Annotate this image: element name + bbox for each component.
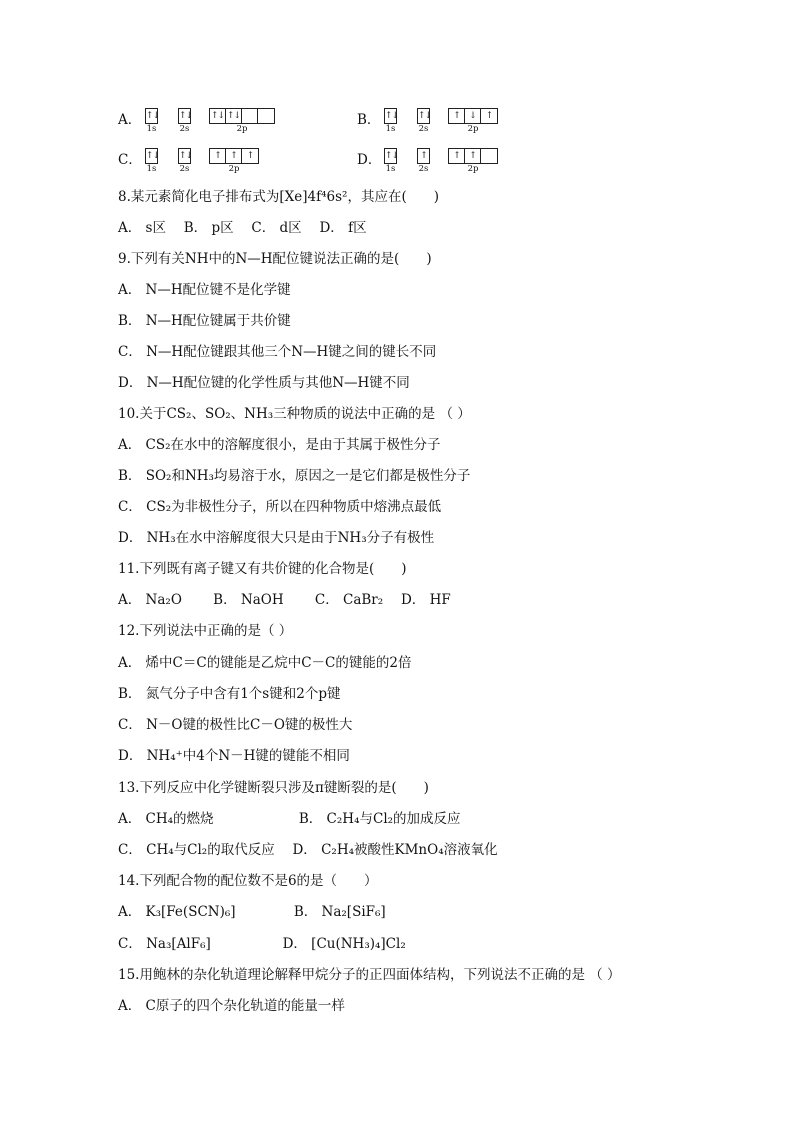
orbital-1s bbox=[145, 148, 160, 174]
orbital-box: ↑↓ bbox=[385, 151, 399, 161]
orbital-name-label: 2s bbox=[179, 124, 190, 134]
orbital-name-label: 1s bbox=[385, 124, 396, 134]
orbital-1s bbox=[145, 108, 160, 134]
q8-stem: 8.某元素简化电子排布式为[Xe]4f⁴6s²，其应在( ) bbox=[118, 189, 439, 205]
orbital-box: ↑ bbox=[485, 111, 493, 121]
q9-option-a: A． N—H配位键不是化学键 bbox=[118, 282, 291, 298]
orbital-box: ↑ bbox=[420, 151, 427, 161]
q12-option-d: D． NH₄⁺中4个N－H键的键能不相同 bbox=[118, 748, 350, 764]
q10-option-d: D． NH₃在水中溶解度很大只是由于NH₃分子有极性 bbox=[118, 530, 435, 546]
q9-option-d: D． N—H配位键的化学性质与其他N—H键不同 bbox=[118, 375, 410, 391]
q13-stem: 13.下列反应中化学键断裂只涉及π键断裂的是( ) bbox=[118, 780, 429, 796]
q14-options-ab: A． K₃[Fe(SCN)₆] B． Na₂[SiF₆] bbox=[118, 904, 386, 920]
orbital-1s bbox=[384, 148, 399, 174]
q9-option-c: C． N—H配位键跟其他三个N—H键之间的键长不同 bbox=[118, 344, 437, 360]
q15-stem: 15.用鲍林的杂化轨道理论解释甲烷分子的正四面体结构，下列说法不正确的是 （ ） bbox=[118, 967, 621, 983]
orbital-name-label: 2s bbox=[418, 164, 429, 174]
q14-stem: 14.下列配合物的配位数不是6的是（ ） bbox=[118, 873, 378, 889]
q13-options-ab: A． CH₄的燃烧 B． C₂H₄与Cl₂的加成反应 bbox=[118, 811, 461, 827]
orbital-option-label: C． bbox=[118, 152, 142, 168]
orbital-box: ↑↓ bbox=[146, 151, 160, 161]
orbital-box: ↑↓ bbox=[179, 111, 193, 121]
orbital-box: ↑↓ bbox=[210, 111, 225, 121]
q11-options: A． Na₂O B． NaOH C． CaBr₂ D． HF bbox=[118, 592, 451, 608]
orbital-2p bbox=[448, 108, 498, 134]
orbital-box: ↑↓ bbox=[146, 111, 160, 121]
q9-stem: 9.下列有关NH中的N—H配位键说法正确的是( ) bbox=[118, 251, 432, 267]
orbital-2s bbox=[417, 148, 430, 174]
orbital-box bbox=[242, 109, 258, 123]
q12-stem: 12.下列说法中正确的是（ ） bbox=[118, 623, 293, 639]
orbital-option-label: D． bbox=[357, 152, 382, 168]
orbital-box: ↑↓ bbox=[226, 111, 241, 121]
orbital-box: ↑ bbox=[465, 149, 481, 163]
orbital-option-b bbox=[357, 108, 547, 138]
q10-option-b: B． SO₂和NH₃均易溶于水，原因之一是它们都是极性分子 bbox=[118, 468, 471, 484]
orbital-option-a bbox=[118, 108, 308, 138]
orbital-box: ↑↓ bbox=[418, 111, 432, 121]
q13-options-cd: C． CH₄与Cl₂的取代反应 D． C₂H₄被酸性KMnO₄溶液氧化 bbox=[118, 842, 498, 858]
orbital-name-label: 2p bbox=[467, 124, 479, 134]
q12-option-a: A． 烯中C＝C的键能是乙烷中C－C的键能的2倍 bbox=[118, 655, 412, 671]
orbital-box: ↑ bbox=[449, 109, 465, 123]
orbital-2p bbox=[209, 148, 259, 174]
orbital-name-label: 2p bbox=[236, 124, 248, 134]
q10-option-a: A． CS₂在水中的溶解度很小，是由于其属于极性分子 bbox=[118, 437, 441, 453]
orbital-2s bbox=[417, 108, 432, 134]
orbital-option-c bbox=[118, 148, 308, 178]
orbital-option-d bbox=[357, 148, 547, 178]
orbital-box: ↑↓ bbox=[385, 111, 399, 121]
q14-options-cd: C． Na₃[AlF₆] D． [Cu(NH₃)₄]Cl₂ bbox=[118, 936, 406, 952]
orbital-name-label: 2s bbox=[179, 164, 190, 174]
orbital-box: ↑ bbox=[246, 151, 254, 161]
orbital-2p bbox=[209, 108, 275, 134]
orbital-box bbox=[481, 149, 497, 163]
orbital-name-label: 1s bbox=[146, 164, 157, 174]
orbital-name-label: 1s bbox=[385, 164, 396, 174]
orbital-box: ↑ bbox=[210, 149, 226, 163]
orbital-name-label: 2p bbox=[228, 164, 240, 174]
orbital-name-label: 1s bbox=[146, 124, 157, 134]
q15-option-a: A． C原子的四个杂化轨道的能量一样 bbox=[118, 998, 345, 1014]
q10-stem: 10.关于CS₂、SO₂、NH₃三种物质的说法中正确的是 （ ） bbox=[118, 406, 471, 422]
orbital-name-label: 2s bbox=[418, 124, 429, 134]
orbital-box bbox=[258, 109, 274, 123]
orbital-box: ↓ bbox=[465, 109, 481, 123]
q12-option-b: B． 氮气分子中含有1个s键和2个p键 bbox=[118, 686, 341, 702]
orbital-box: ↑↓ bbox=[179, 151, 193, 161]
orbital-2s bbox=[178, 108, 193, 134]
q11-stem: 11.下列既有离子键又有共价键的化合物是( ) bbox=[118, 561, 407, 577]
orbital-2s bbox=[178, 148, 193, 174]
q10-option-c: C． CS₂为非极性分子，所以在四种物质中熔沸点最低 bbox=[118, 499, 442, 515]
orbital-option-label: B． bbox=[357, 112, 381, 128]
orbital-box: ↑ bbox=[226, 149, 242, 163]
q8-options: A． s区 B． p区 C． d区 D． f区 bbox=[118, 220, 367, 236]
orbital-2p bbox=[448, 148, 498, 174]
q12-option-c: C． N－O键的极性比C－O键的极性大 bbox=[118, 717, 353, 733]
orbital-box: ↑ bbox=[449, 149, 465, 163]
orbital-1s bbox=[384, 108, 399, 134]
q9-option-b: B． N—H配位键属于共价键 bbox=[118, 313, 291, 329]
orbital-option-label: A． bbox=[118, 112, 142, 128]
orbital-name-label: 2p bbox=[467, 164, 479, 174]
